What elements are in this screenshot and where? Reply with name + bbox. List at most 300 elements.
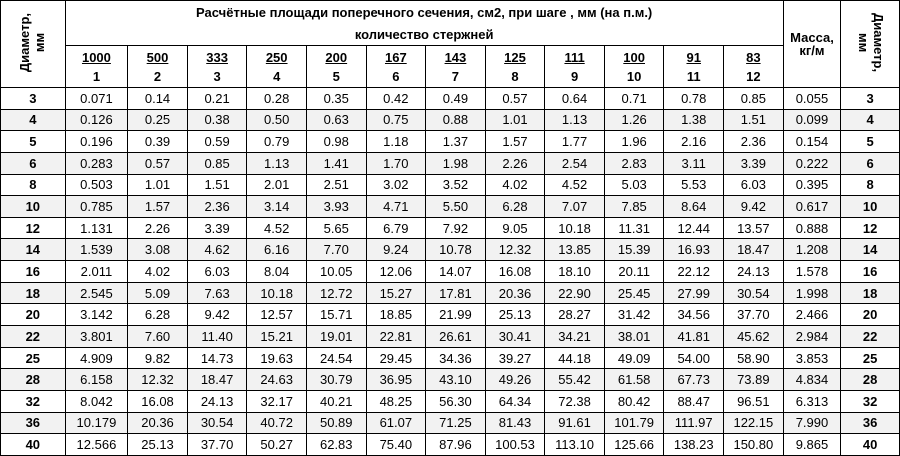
- mass-cell: 0.099: [783, 109, 841, 131]
- area-cell: 73.89: [724, 369, 784, 391]
- step-count-header: [545, 46, 605, 88]
- area-cell: 4.52: [247, 217, 307, 239]
- count-label: 12: [746, 68, 761, 84]
- diameter-cell-right: 8: [841, 174, 900, 196]
- area-cell: 10.179: [65, 412, 128, 434]
- diameter-cell: 4: [1, 109, 66, 131]
- area-cell: 4.02: [128, 261, 188, 283]
- area-cell: 0.85: [724, 88, 784, 110]
- area-cell: 10.78: [426, 239, 486, 261]
- table-row: [1, 196, 900, 218]
- area-cell: 2.01: [247, 174, 307, 196]
- count-label: 1: [92, 68, 101, 84]
- count-label: 11: [686, 68, 701, 84]
- area-cell: 24.54: [306, 347, 366, 369]
- area-cell: 87.96: [426, 434, 486, 456]
- area-cell: 2.36: [187, 196, 247, 218]
- area-cell: 122.15: [724, 412, 784, 434]
- area-cell: 30.54: [724, 282, 784, 304]
- area-cell: 9.42: [187, 304, 247, 326]
- area-cell: 16.08: [485, 261, 545, 283]
- area-cell: 0.14: [128, 88, 188, 110]
- area-cell: 1.13: [545, 109, 605, 131]
- step-count-header: [724, 46, 784, 88]
- area-cell: 9.42: [724, 196, 784, 218]
- area-cell: 34.56: [664, 304, 724, 326]
- diameter-cell-right: 16: [841, 261, 900, 283]
- area-cell: 4.62: [187, 239, 247, 261]
- area-cell: 50.27: [247, 434, 307, 456]
- area-cell: 0.21: [187, 88, 247, 110]
- area-cell: 50.89: [306, 412, 366, 434]
- step-count-header: [247, 46, 307, 88]
- area-cell: 18.47: [187, 369, 247, 391]
- count-subtitle: количество стержней: [65, 25, 783, 46]
- diameter-cell-right: 4: [841, 109, 900, 131]
- table-row: [1, 434, 900, 456]
- area-cell: 43.10: [426, 369, 486, 391]
- area-cell: 18.85: [366, 304, 426, 326]
- table-row: [1, 152, 900, 174]
- area-cell: 0.28: [247, 88, 307, 110]
- area-cell: 0.85: [187, 152, 247, 174]
- area-cell: 0.071: [65, 88, 128, 110]
- area-cell: 12.32: [128, 369, 188, 391]
- area-cell: 16.08: [128, 390, 188, 412]
- step-count-header: [306, 46, 366, 88]
- area-cell: 5.03: [604, 174, 664, 196]
- area-cell: 61.58: [604, 369, 664, 391]
- table-row: [1, 326, 900, 348]
- mass-cell: 4.834: [783, 369, 841, 391]
- area-cell: 20.11: [604, 261, 664, 283]
- left-diameter-label: Диаметр, мм: [16, 13, 47, 73]
- area-cell: 4.02: [485, 174, 545, 196]
- area-cell: 48.25: [366, 390, 426, 412]
- left-diameter-header: [1, 1, 66, 88]
- area-cell: 8.64: [664, 196, 724, 218]
- area-cell: 5.09: [128, 282, 188, 304]
- area-cell: 8.04: [247, 261, 307, 283]
- area-cell: 12.44: [664, 217, 724, 239]
- section-title: Расчётные площади поперечного сечения, см2, при шаге , мм (на п.м.): [65, 1, 783, 25]
- area-cell: 2.011: [65, 261, 128, 283]
- diameter-cell-right: 36: [841, 412, 900, 434]
- area-cell: 14.07: [426, 261, 486, 283]
- area-cell: 22.90: [545, 282, 605, 304]
- area-cell: 26.61: [426, 326, 486, 348]
- step-count-header: [426, 46, 486, 88]
- area-cell: 39.27: [485, 347, 545, 369]
- area-cell: 3.801: [65, 326, 128, 348]
- area-cell: 0.75: [366, 109, 426, 131]
- area-cell: 34.21: [545, 326, 605, 348]
- diameter-cell: 14: [1, 239, 66, 261]
- area-cell: 1.13: [247, 152, 307, 174]
- area-cell: 14.73: [187, 347, 247, 369]
- area-cell: 15.39: [604, 239, 664, 261]
- area-cell: 3.08: [128, 239, 188, 261]
- area-cell: 9.24: [366, 239, 426, 261]
- area-cell: 1.51: [187, 174, 247, 196]
- area-cell: 38.01: [604, 326, 664, 348]
- step-count-header: [485, 46, 545, 88]
- area-cell: 72.38: [545, 390, 605, 412]
- step-label: 333: [206, 49, 228, 65]
- area-cell: 13.85: [545, 239, 605, 261]
- area-cell: 34.36: [426, 347, 486, 369]
- diameter-cell: 3: [1, 88, 66, 110]
- step-label: 125: [504, 49, 526, 65]
- area-cell: 58.90: [724, 347, 784, 369]
- area-cell: 62.83: [306, 434, 366, 456]
- area-cell: 10.05: [306, 261, 366, 283]
- area-cell: 49.09: [604, 347, 664, 369]
- right-diameter-label: Диаметр, мм: [856, 13, 887, 73]
- area-cell: 0.49: [426, 88, 486, 110]
- area-cell: 0.39: [128, 131, 188, 153]
- area-cell: 27.99: [664, 282, 724, 304]
- area-cell: 0.785: [65, 196, 128, 218]
- area-cell: 15.21: [247, 326, 307, 348]
- mass-cell: 6.313: [783, 390, 841, 412]
- area-cell: 22.81: [366, 326, 426, 348]
- diameter-cell: 18: [1, 282, 66, 304]
- area-cell: 1.41: [306, 152, 366, 174]
- diameter-cell-right: 18: [841, 282, 900, 304]
- count-label: 2: [153, 68, 162, 84]
- area-cell: 2.83: [604, 152, 664, 174]
- area-cell: 2.51: [306, 174, 366, 196]
- count-label: 9: [570, 68, 579, 84]
- area-cell: 150.80: [724, 434, 784, 456]
- diameter-cell-right: 10: [841, 196, 900, 218]
- area-cell: 29.45: [366, 347, 426, 369]
- count-label: 7: [451, 68, 460, 84]
- table-row: [1, 88, 900, 110]
- area-cell: 96.51: [724, 390, 784, 412]
- step-label: 500: [146, 49, 169, 65]
- area-cell: 1.18: [366, 131, 426, 153]
- area-cell: 6.16: [247, 239, 307, 261]
- area-cell: 2.36: [724, 131, 784, 153]
- count-label: 5: [332, 68, 340, 84]
- diameter-cell: 22: [1, 326, 66, 348]
- diameter-cell-right: 22: [841, 326, 900, 348]
- mass-cell: 3.853: [783, 347, 841, 369]
- count-label: 4: [273, 68, 281, 84]
- mass-cell: 2.466: [783, 304, 841, 326]
- mass-header: Масса, кг/м: [783, 1, 841, 88]
- mass-cell: 1.998: [783, 282, 841, 304]
- area-cell: 3.39: [724, 152, 784, 174]
- area-cell: 20.36: [128, 412, 188, 434]
- table-row: [1, 217, 900, 239]
- area-cell: 6.03: [724, 174, 784, 196]
- area-cell: 12.72: [306, 282, 366, 304]
- area-cell: 2.16: [664, 131, 724, 153]
- area-cell: 125.66: [604, 434, 664, 456]
- area-cell: 81.43: [485, 412, 545, 434]
- area-cell: 1.57: [128, 196, 188, 218]
- area-cell: 1.01: [485, 109, 545, 131]
- area-cell: 8.042: [65, 390, 128, 412]
- table-row: [1, 109, 900, 131]
- area-cell: 138.23: [664, 434, 724, 456]
- area-cell: 12.57: [247, 304, 307, 326]
- area-cell: 19.01: [306, 326, 366, 348]
- area-cell: 0.88: [426, 109, 486, 131]
- area-cell: 1.01: [128, 174, 188, 196]
- area-cell: 3.142: [65, 304, 128, 326]
- area-cell: 0.25: [128, 109, 188, 131]
- step-label: 111: [564, 49, 585, 65]
- mass-cell: 0.888: [783, 217, 841, 239]
- diameter-cell: 40: [1, 434, 66, 456]
- diameter-cell: 32: [1, 390, 66, 412]
- area-cell: 111.97: [664, 412, 724, 434]
- area-cell: 0.59: [187, 131, 247, 153]
- area-cell: 3.02: [366, 174, 426, 196]
- area-cell: 6.28: [485, 196, 545, 218]
- area-cell: 2.26: [128, 217, 188, 239]
- area-cell: 5.53: [664, 174, 724, 196]
- diameter-cell-right: 32: [841, 390, 900, 412]
- step-count-header: [65, 46, 128, 88]
- mass-cell: 1.578: [783, 261, 841, 283]
- table-row: [1, 282, 900, 304]
- step-count-header: [604, 46, 664, 88]
- step-count-header: [664, 46, 724, 88]
- area-cell: 24.63: [247, 369, 307, 391]
- step-count-header: [187, 46, 247, 88]
- area-cell: 15.27: [366, 282, 426, 304]
- diameter-cell-right: 25: [841, 347, 900, 369]
- area-cell: 1.96: [604, 131, 664, 153]
- mass-cell: 0.222: [783, 152, 841, 174]
- step-label: 143: [444, 49, 467, 65]
- area-cell: 40.21: [306, 390, 366, 412]
- count-label: 10: [626, 68, 642, 84]
- table-header: [1, 1, 900, 88]
- area-cell: 75.40: [366, 434, 426, 456]
- diameter-cell-right: 14: [841, 239, 900, 261]
- area-cell: 18.10: [545, 261, 605, 283]
- step-label: 1000: [81, 49, 111, 65]
- area-cell: 1.77: [545, 131, 605, 153]
- area-cell: 22.12: [664, 261, 724, 283]
- step-label: 100: [623, 49, 645, 65]
- area-cell: 2.54: [545, 152, 605, 174]
- area-cell: 7.07: [545, 196, 605, 218]
- area-cell: 17.81: [426, 282, 486, 304]
- area-cell: 0.78: [664, 88, 724, 110]
- diameter-cell-right: 5: [841, 131, 900, 153]
- area-cell: 3.11: [664, 152, 724, 174]
- area-cell: 0.57: [128, 152, 188, 174]
- area-cell: 1.26: [604, 109, 664, 131]
- area-cell: 91.61: [545, 412, 605, 434]
- step-label: 83: [746, 49, 761, 65]
- area-cell: 0.35: [306, 88, 366, 110]
- area-cell: 3.52: [426, 174, 486, 196]
- area-cell: 19.63: [247, 347, 307, 369]
- area-cell: 4.909: [65, 347, 128, 369]
- area-cell: 3.14: [247, 196, 307, 218]
- area-cell: 1.37: [426, 131, 486, 153]
- area-cell: 18.47: [724, 239, 784, 261]
- diameter-cell-right: 12: [841, 217, 900, 239]
- count-label: 3: [213, 68, 221, 84]
- area-cell: 67.73: [664, 369, 724, 391]
- area-cell: 3.39: [187, 217, 247, 239]
- area-cell: 1.131: [65, 217, 128, 239]
- area-cell: 11.40: [187, 326, 247, 348]
- area-cell: 40.72: [247, 412, 307, 434]
- diameter-cell: 8: [1, 174, 66, 196]
- area-cell: 113.10: [545, 434, 605, 456]
- mass-cell: 2.984: [783, 326, 841, 348]
- area-cell: 55.42: [545, 369, 605, 391]
- step-count-row: [1, 46, 900, 88]
- area-cell: 2.26: [485, 152, 545, 174]
- area-cell: 44.18: [545, 347, 605, 369]
- diameter-cell-right: 40: [841, 434, 900, 456]
- area-cell: 20.36: [485, 282, 545, 304]
- area-cell: 21.99: [426, 304, 486, 326]
- area-cell: 12.32: [485, 239, 545, 261]
- area-cell: 3.93: [306, 196, 366, 218]
- area-cell: 11.31: [604, 217, 664, 239]
- step-label: 91: [686, 49, 701, 65]
- area-cell: 4.71: [366, 196, 426, 218]
- area-cell: 0.50: [247, 109, 307, 131]
- area-cell: 15.71: [306, 304, 366, 326]
- table-body: [1, 88, 900, 456]
- area-cell: 101.79: [604, 412, 664, 434]
- area-cell: 0.38: [187, 109, 247, 131]
- area-cell: 7.63: [187, 282, 247, 304]
- area-cell: 2.545: [65, 282, 128, 304]
- area-cell: 1.57: [485, 131, 545, 153]
- area-cell: 7.92: [426, 217, 486, 239]
- area-cell: 10.18: [545, 217, 605, 239]
- area-cell: 1.70: [366, 152, 426, 174]
- area-cell: 6.03: [187, 261, 247, 283]
- area-cell: 10.18: [247, 282, 307, 304]
- table-row: [1, 347, 900, 369]
- mass-cell: 0.154: [783, 131, 841, 153]
- area-cell: 0.196: [65, 131, 128, 153]
- area-cell: 36.95: [366, 369, 426, 391]
- area-cell: 64.34: [485, 390, 545, 412]
- area-cell: 1.539: [65, 239, 128, 261]
- area-cell: 4.52: [545, 174, 605, 196]
- diameter-cell: 5: [1, 131, 66, 153]
- area-cell: 37.70: [724, 304, 784, 326]
- area-cell: 28.27: [545, 304, 605, 326]
- diameter-cell-right: 28: [841, 369, 900, 391]
- area-cell: 9.05: [485, 217, 545, 239]
- area-cell: 37.70: [187, 434, 247, 456]
- area-cell: 71.25: [426, 412, 486, 434]
- step-label: 200: [325, 49, 348, 65]
- area-cell: 6.79: [366, 217, 426, 239]
- area-cell: 0.71: [604, 88, 664, 110]
- area-cell: 56.30: [426, 390, 486, 412]
- area-cell: 12.566: [65, 434, 128, 456]
- mass-cell: 7.990: [783, 412, 841, 434]
- table-row: [1, 390, 900, 412]
- area-cell: 30.79: [306, 369, 366, 391]
- area-cell: 6.28: [128, 304, 188, 326]
- diameter-cell: 16: [1, 261, 66, 283]
- mass-cell: 9.865: [783, 434, 841, 456]
- diameter-cell: 28: [1, 369, 66, 391]
- area-cell: 12.06: [366, 261, 426, 283]
- area-cell: 0.64: [545, 88, 605, 110]
- area-cell: 0.283: [65, 152, 128, 174]
- diameter-cell: 20: [1, 304, 66, 326]
- area-cell: 31.42: [604, 304, 664, 326]
- area-cell: 7.60: [128, 326, 188, 348]
- table-row: [1, 239, 900, 261]
- table-row: [1, 412, 900, 434]
- diameter-cell-right: 3: [841, 88, 900, 110]
- area-cell: 30.54: [187, 412, 247, 434]
- mass-cell: 0.617: [783, 196, 841, 218]
- area-cell: 88.47: [664, 390, 724, 412]
- area-cell: 30.41: [485, 326, 545, 348]
- area-cell: 32.17: [247, 390, 307, 412]
- step-label: 250: [265, 49, 288, 65]
- area-cell: 100.53: [485, 434, 545, 456]
- count-label: 8: [511, 68, 519, 84]
- step-count-header: [128, 46, 188, 88]
- area-cell: 0.63: [306, 109, 366, 131]
- area-cell: 0.79: [247, 131, 307, 153]
- area-cell: 45.62: [724, 326, 784, 348]
- area-cell: 1.98: [426, 152, 486, 174]
- table-row: [1, 174, 900, 196]
- area-cell: 0.98: [306, 131, 366, 153]
- area-cell: 13.57: [724, 217, 784, 239]
- area-cell: 0.126: [65, 109, 128, 131]
- step-count-header: [366, 46, 426, 88]
- area-cell: 6.158: [65, 369, 128, 391]
- area-cell: 7.70: [306, 239, 366, 261]
- count-label: 6: [392, 68, 400, 84]
- area-cell: 54.00: [664, 347, 724, 369]
- area-cell: 49.26: [485, 369, 545, 391]
- area-cell: 25.45: [604, 282, 664, 304]
- step-label: 167: [384, 49, 407, 65]
- area-cell: 9.82: [128, 347, 188, 369]
- right-diameter-header: [841, 1, 900, 88]
- area-cell: 0.42: [366, 88, 426, 110]
- diameter-cell-right: 20: [841, 304, 900, 326]
- mass-cell: 0.055: [783, 88, 841, 110]
- area-cell: 25.13: [128, 434, 188, 456]
- area-cell: 25.13: [485, 304, 545, 326]
- area-cell: 1.38: [664, 109, 724, 131]
- area-cell: 1.51: [724, 109, 784, 131]
- area-cell: 24.13: [187, 390, 247, 412]
- diameter-cell: 12: [1, 217, 66, 239]
- area-cell: 5.50: [426, 196, 486, 218]
- diameter-cell: 10: [1, 196, 66, 218]
- table-row: [1, 369, 900, 391]
